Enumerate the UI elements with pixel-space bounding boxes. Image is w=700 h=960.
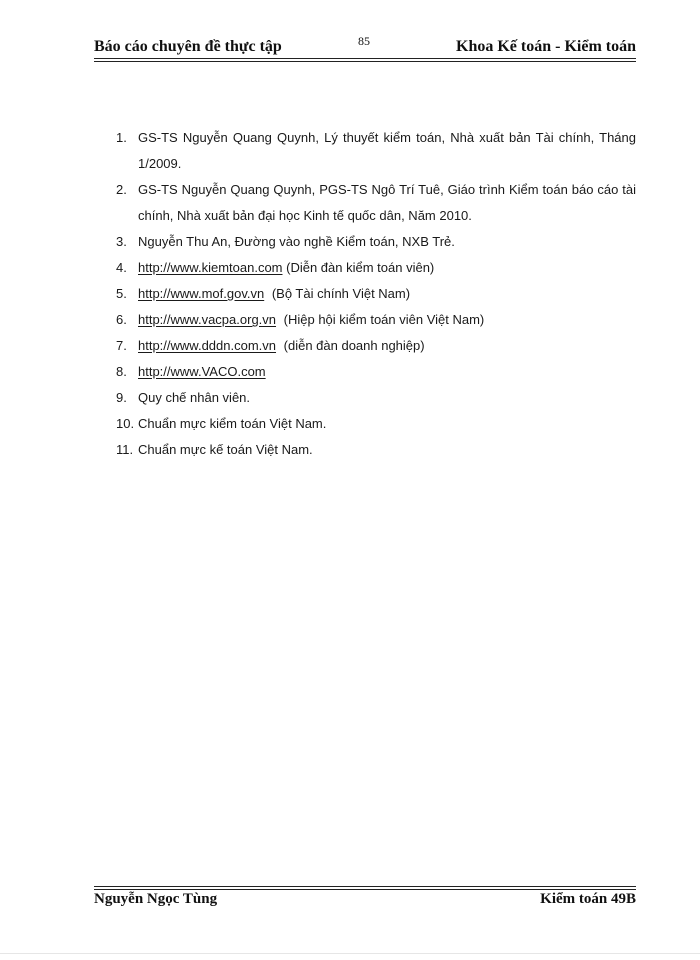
- reference-number: 8.: [116, 364, 127, 379]
- reference-number: 1.: [116, 130, 127, 145]
- reference-text: (Hiệp hội kiểm toán viên Việt Nam): [283, 312, 485, 327]
- page-number: 85: [358, 34, 370, 48]
- reference-item: [112, 229, 636, 255]
- reference-number: 11.: [116, 442, 134, 457]
- reference-item: [112, 411, 636, 437]
- reference-text: (diễn đàn doanh nghiệp): [283, 338, 425, 353]
- reference-text: Chuẩn mực kế toán Việt Nam.: [138, 442, 313, 457]
- reference-list: [112, 125, 636, 463]
- header-department: Khoa Kế toán - Kiểm toán: [456, 38, 636, 55]
- reference-item: [112, 177, 636, 229]
- reference-item: [112, 125, 636, 177]
- reference-number: 10.: [116, 416, 135, 431]
- reference-item: [112, 333, 636, 359]
- header-report-title: Báo cáo chuyên đề thực tập: [94, 38, 282, 55]
- reference-item: [112, 307, 636, 333]
- reference-number: 9.: [116, 390, 127, 405]
- reference-link[interactable]: http://www.kiemtoan.com: [138, 260, 283, 275]
- reference-text: Chuẩn mực kiểm toán Việt Nam.: [138, 416, 327, 431]
- reference-link[interactable]: http://www.vacpa.org.vn: [138, 312, 277, 327]
- reference-text: (Bộ Tài chính Việt Nam): [271, 286, 411, 301]
- reference-item: [112, 385, 636, 411]
- footer-author: Nguyễn Ngọc Tùng: [94, 891, 218, 907]
- reference-text: GS-TS Nguyễn Quang Quynh, PGS-TS Ngô Trí Tuê, Giáo trình Kiểm toán báo cáo tài chính, Nhà xuất bản đại học Kinh tế quốc dân, Năm 2010.: [138, 182, 636, 223]
- page-edge-divider: [0, 953, 700, 954]
- reference-number: 6.: [116, 312, 127, 327]
- reference-number: 7.: [116, 338, 127, 353]
- reference-link[interactable]: http://www.dddn.com.vn: [138, 338, 277, 353]
- reference-number: 2.: [116, 182, 127, 197]
- reference-item: [112, 359, 636, 385]
- reference-item: [112, 255, 636, 281]
- reference-text: (Diễn đàn kiểm toán viên): [286, 260, 435, 275]
- reference-text: Nguyễn Thu An, Đường vào nghề Kiểm toán, NXB Trẻ.: [138, 234, 455, 249]
- reference-number: 4.: [116, 260, 127, 275]
- reference-item: [112, 437, 636, 463]
- reference-text: Quy chế nhân viên.: [138, 390, 251, 405]
- reference-link[interactable]: http://www.mof.gov.vn: [138, 286, 265, 301]
- reference-item: [112, 281, 636, 307]
- page-footer: [94, 891, 636, 911]
- reference-number: 3.: [116, 234, 127, 249]
- reference-number: 5.: [116, 286, 127, 301]
- footer-class: Kiểm toán 49B: [540, 891, 636, 907]
- footer-divider: [94, 886, 636, 890]
- header-divider: [94, 58, 636, 62]
- reference-text: GS-TS Nguyễn Quang Quynh, Lý thuyết kiểm toán, Nhà xuất bản Tài chính, Tháng 1/2009.: [138, 130, 636, 171]
- reference-link[interactable]: http://www.VACO.com: [138, 364, 266, 379]
- page-header: [94, 34, 636, 58]
